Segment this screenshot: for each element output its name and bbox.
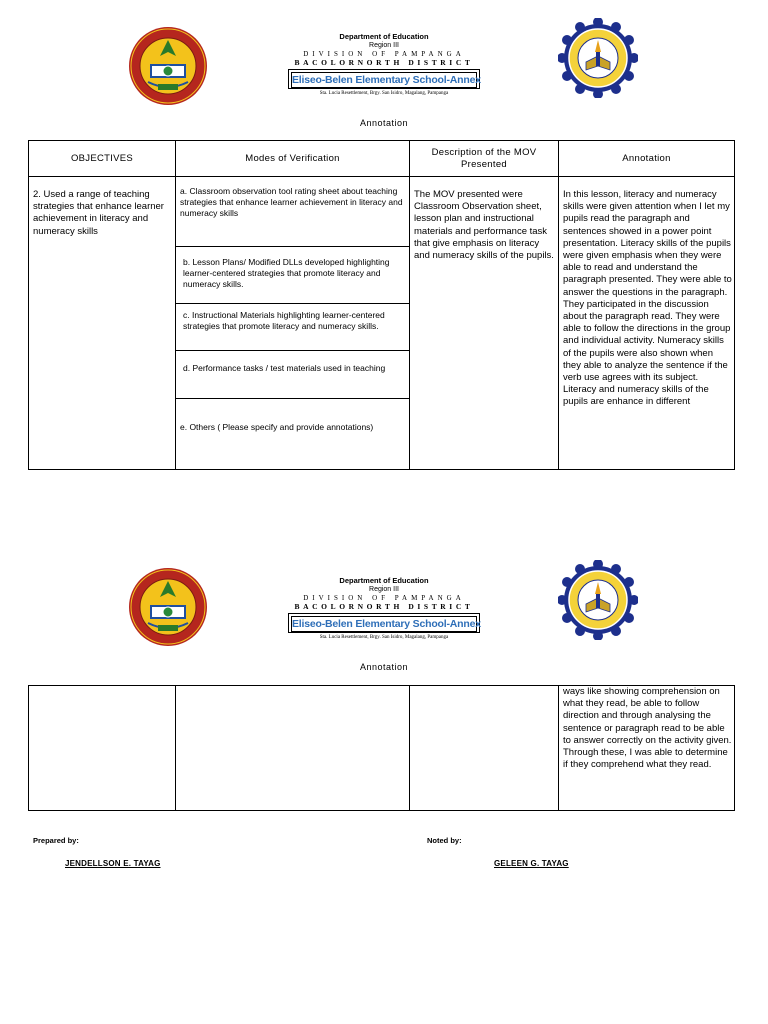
mov-item-e: e. Others ( Please specify and provide annotations) bbox=[180, 422, 374, 432]
school-name: Eliseo-Belen Elementary School-Annex bbox=[292, 618, 481, 630]
school-address: Sta. Lucia Resettlement, Brgy. San Isidro, Magalang, Pampanga bbox=[319, 635, 449, 640]
table-divider bbox=[175, 685, 176, 811]
district-name: BACOLORNORTH DISTRICT bbox=[294, 58, 474, 67]
school-seal-logo bbox=[558, 560, 638, 640]
mov-description-text: The MOV presented were Classroom Observation sheet, lesson plan and instructional materials and performance task that give emphasis on literacy and numeracy skills of the pupils. bbox=[414, 189, 554, 262]
table-divider bbox=[558, 685, 559, 811]
mov-item-d: d. Performance tasks / test materials used in teaching bbox=[183, 363, 386, 373]
district-name: BACOLORNORTH DISTRICT bbox=[294, 602, 474, 611]
region-name: Region III bbox=[369, 42, 399, 49]
annotation-text-part1: In this lesson, literacy and numeracy skills were given attention when I let my pupils read the paragraph and sentences showed in a power point presentation. Literacy skills of the pupils were given emphasis when they were able to read and understand the paragraph presented. They were able to answer the questions in the paragraph. They participated in the discussion about the paragraph read. They were able to follow the directions in the group and individual activity. Numeracy skills of the pupils were also shown when they able to analyze the sentence if the verb use agrees with its subject. Literacy and numeracy skills of the pupils are enhance in different bbox=[563, 189, 732, 408]
department-name: Department of Education bbox=[339, 32, 429, 41]
mov-divider bbox=[175, 398, 409, 399]
annotation-text-part2: ways like showing comprehension on what they read, be able to follow direction and through analysing the sentence or paragraph read to be able to answer correctly on the activity given. Through these, I was able to determine if they comprehend what they read. bbox=[563, 686, 732, 771]
mov-divider bbox=[175, 303, 409, 304]
noted-by-name: GELEEN G. TAYAG bbox=[494, 859, 569, 868]
letterhead bbox=[250, 576, 518, 642]
prepared-by-name: JENDELLSON E. TAYAG bbox=[65, 859, 161, 868]
mov-item-b: b. Lesson Plans/ Modified DLLs developed highlighting learner-centered strategies that promote literacy and numeracy skills. bbox=[183, 257, 390, 289]
deped-seal-logo bbox=[128, 567, 208, 647]
header-objectives: OBJECTIVES bbox=[70, 152, 134, 164]
page-title: Annotation bbox=[359, 118, 409, 128]
school-name-box bbox=[288, 69, 480, 89]
school-name-box bbox=[288, 613, 480, 633]
school-name: Eliseo-Belen Elementary School-Annex bbox=[292, 74, 481, 86]
header-modes-of-verification: Modes of Verification bbox=[245, 152, 340, 164]
header-description: Description of the MOV Presented bbox=[431, 146, 537, 170]
header-annotation: Annotation bbox=[622, 152, 671, 164]
department-name: Department of Education bbox=[339, 576, 429, 585]
division-name: DIVISION OF PAMPANGA bbox=[303, 50, 465, 58]
school-address: Sta. Lucia Resettlement, Brgy. San Isidro, Magalang, Pampanga bbox=[319, 91, 449, 96]
region-name: Region III bbox=[369, 586, 399, 593]
mov-item-a: a. Classroom observation tool rating sheet about teaching strategies that enhance learner achievement in literacy and numeracy skills bbox=[180, 186, 403, 218]
table-divider bbox=[409, 140, 410, 470]
mov-item-c: c. Instructional Materials highlighting learner-centered strategies that promote literacy and numeracy skills. bbox=[183, 310, 385, 331]
division-name: DIVISION OF PAMPANGA bbox=[303, 594, 465, 602]
objective-text: 2. Used a range of teaching strategies that enhance learner achievement in literacy and numeracy skills bbox=[33, 189, 164, 237]
school-seal-logo bbox=[558, 18, 638, 98]
prepared-by-label: Prepared by: bbox=[33, 836, 79, 845]
mov-divider bbox=[175, 350, 409, 351]
table-divider bbox=[409, 685, 410, 811]
table-header-divider bbox=[28, 176, 735, 177]
letterhead bbox=[250, 32, 518, 98]
page-title: Annotation bbox=[359, 662, 409, 672]
mov-divider bbox=[175, 246, 409, 247]
table-divider bbox=[558, 140, 559, 470]
deped-seal-logo bbox=[128, 26, 208, 106]
table-divider bbox=[175, 140, 176, 470]
noted-by-label: Noted by: bbox=[427, 836, 462, 845]
